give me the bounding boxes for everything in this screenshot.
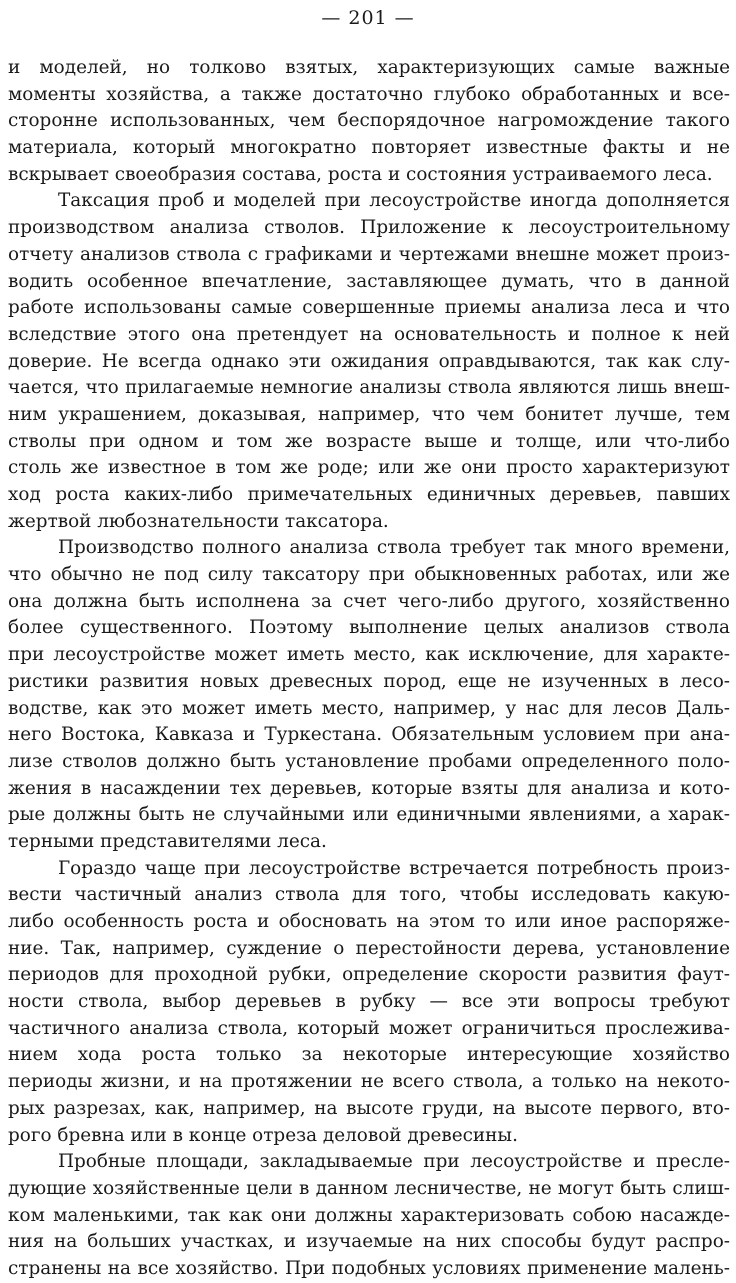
text-line: материала, который многократно повторяет известные факты и не	[8, 137, 730, 159]
text-line: рого бревна или в конце отреза деловой древесины.	[8, 1124, 518, 1146]
text-line: ние. Так, например, суждение о перестойности дерева, установление	[8, 937, 730, 959]
text-line: ния на больших участках, и изучаемые на них способы будут распро-	[8, 1231, 730, 1253]
text-line: что обычно не под силу таксатору при обыкновенных работах, или же	[8, 564, 730, 586]
text-line: Пробные площади, закладываемые при лесоустройстве и пресле-	[58, 1151, 730, 1173]
text-line: него Востока, Кавказа и Туркестана. Обязательным условием при ана-	[8, 724, 730, 746]
text-line: ком маленькими, так как они должны характеризовать собою насажде-	[8, 1204, 730, 1226]
body-text	[8, 55, 730, 1283]
text-line: лизе стволов должно быть установление пробами определенного поло-	[8, 750, 730, 772]
text-line: сторонне использованных, чем беспорядочное нагромождение такого	[8, 110, 730, 132]
text-line: чается, что прилагаемые немногие анализы ствола являются лишь внеш-	[8, 377, 730, 399]
text-line: производством анализа стволов. Приложение к лесоустроительному	[8, 217, 730, 239]
text-line: периодов для проходной рубки, определение скорости развития фаут-	[8, 964, 730, 986]
text-line: ним украшением, доказывая, например, что чем бонитет лучше, тем	[8, 403, 730, 425]
text-line: более существенного. Поэтому выполнение целых анализов ствола	[8, 617, 730, 639]
text-line: ристики развития новых древесных пород, еще не изученных в лесо-	[8, 670, 730, 692]
text-line: моменты хозяйства, а также достаточно глубоко обработанных и все-	[8, 83, 730, 105]
text-line: и моделей, но толково взятых, характеризующих самые важные	[8, 57, 730, 78]
text-line: жертвой любознательности таксатора.	[8, 510, 389, 532]
text-line: Таксация проб и моделей при лесоустройстве иногда дополняется	[58, 190, 730, 212]
text-line: доверие. Не всегда однако эти ожидания оправдываются, так как слу-	[8, 350, 730, 372]
text-line: работе использованы самые совершенные приемы анализа леса и что	[8, 297, 730, 319]
text-line: ности ствола, выбор деревьев в рубку — все эти вопросы требуют	[8, 991, 730, 1013]
page-number: — 201 —	[321, 7, 415, 29]
text-line: терными представителями леса.	[8, 830, 327, 852]
text-line: рые должны быть не случайными или единичными явлениями, а харак-	[8, 804, 730, 826]
text-line: Гораздо чаще при лесоустройстве встречается потребность произ-	[58, 857, 730, 879]
text-line: она должна быть исполнена за счет чего-либо другого, хозяйственно	[8, 590, 730, 612]
text-line: вскрывает своеобразия состава, роста и состояния устраиваемого леса.	[8, 163, 713, 185]
text-line: вследствие этого она претендует на основательность и полное к ней	[8, 323, 730, 345]
text-line: при лесоустройстве может иметь место, как исключение, для характе-	[8, 644, 730, 666]
text-line: дующие хозяйственные цели в данном лесничестве, не могут быть слиш-	[8, 1177, 730, 1199]
text-line: периоды жизни, и на протяжении не всего ствола, а только на некото-	[8, 1071, 730, 1093]
text-line: столь же известное в том же роде; или же они просто характеризуют	[8, 457, 730, 479]
text-line: рых разрезах, как, например, на высоте груди, на высоте первого, вто-	[8, 1097, 730, 1119]
text-line: отчету анализов ствола с графиками и чертежами внешне может произ-	[8, 243, 730, 265]
text-line: водстве, как это может иметь место, например, у нас для лесов Даль-	[8, 697, 730, 719]
text-line: Производство полного анализа ствола требует так много времени,	[58, 537, 730, 559]
text-line: нием хода роста только за некоторые интересующие хозяйство	[8, 1044, 730, 1066]
text-line: водить особенное впечатление, заставляющее думать, что в данной	[8, 270, 730, 292]
text-line: стволы при одном и том же возрасте выше и толще, или что-либо	[8, 430, 730, 452]
text-line: частичного анализа ствола, который может ограничиться прослежива-	[8, 1017, 730, 1039]
text-line: вести частичный анализ ствола для того, чтобы исследовать какую-	[8, 884, 730, 906]
text-line: странены на все хозяйство. При подобных условиях применение малень-	[8, 1257, 730, 1279]
text-line: жения в насаждении тех деревьев, которые взяты для анализа и кото-	[8, 777, 730, 799]
text-line: либо особенность роста и обосновать на этом то или иное распоряже-	[8, 911, 730, 932]
text-line: ход роста каких-либо примечательных единичных деревьев, павших	[8, 484, 730, 505]
